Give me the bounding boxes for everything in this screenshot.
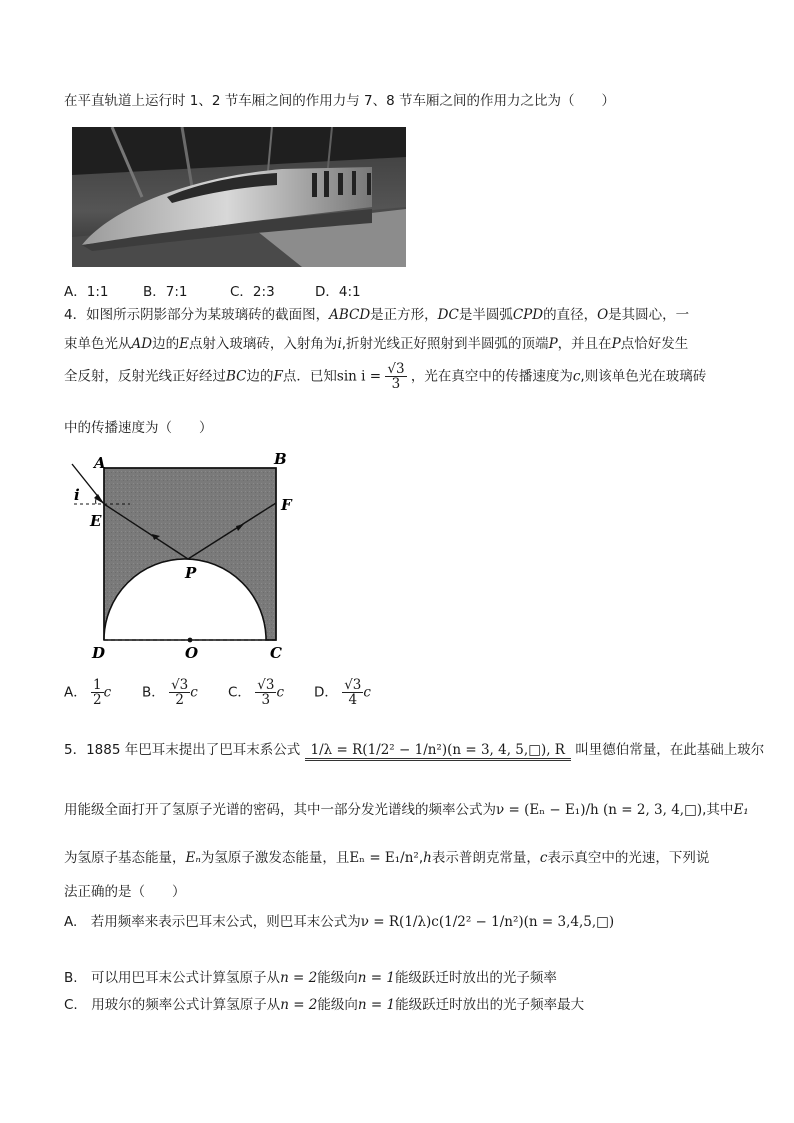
q4-line-1: 4．如图所示阴影部分为某玻璃砖的截面图，ABCD是正方形，DC是半圆弧CPD的直径，O是其圆心，一: [64, 307, 690, 323]
q4-option-a: A． $\frac{1}{2}$ c: [64, 677, 112, 709]
q4-line-3: 全反射，反射光线正好经过BC边的F点．已知sin i = $\frac{√3}{3}$ ，光在真空中的传播速度为c,则该单色光在玻璃砖: [64, 361, 707, 393]
balmer-formula: 1/λ = R(1/2² − 1/n²)(n = 3, 4, 5,□), R: [305, 742, 571, 761]
q5-option-b: B. 可以用巴耳末公式计算氢原子从n = 2能级向n = 1能级跃迁时放出的光子频率: [64, 970, 557, 986]
q3-option-a: A．1:1: [64, 284, 109, 300]
q5-line-4: 法正确的是（ ）: [64, 884, 186, 900]
label-p: P: [185, 564, 197, 582]
label-a: A: [94, 454, 106, 472]
label-f: F: [281, 496, 292, 514]
label-d: D: [92, 644, 106, 662]
option-a-formula: ν = R(1/λ)c(1/2² − 1/n²)(n = 3,4,5,□): [360, 914, 615, 930]
label-b: B: [274, 450, 287, 468]
label-e: E: [90, 512, 102, 530]
bohr-frequency-formula: ν = (Eₙ − E₁)/h (n = 2, 3, 4,□): [496, 802, 703, 818]
q4-line-4: 中的传播速度为（ ）: [64, 420, 213, 436]
label-o: O: [185, 644, 199, 662]
q3-option-d: D．4:1: [315, 284, 361, 300]
q5-line-2: 用能级全面打开了氢原子光谱的密码，其中一部分发光谱线的频率公式为ν = (Eₙ − E₁)/h (n = 2, 3, 4,□),其中E₁: [64, 802, 749, 818]
q4-line-2: 束单色光从AD边的E点射入玻璃砖，入射角为i,折射光线正好照射到半圆弧的顶端P，并且在P点恰好发生: [64, 336, 689, 352]
q5-option-a: A. 若用频率来表示巴耳末公式，则巴耳末公式为ν = R(1/λ)c(1/2² − 1/n²)(n = 3,4,5,□): [64, 914, 615, 930]
q4-option-d: D． $\frac{√3}{4}$ c: [314, 677, 371, 709]
q5-option-c: C. 用玻尔的频率公式计算氢原子从n = 2能级向n = 1能级跃迁时放出的光子频率最大: [64, 997, 585, 1013]
train-photo-graphic: [72, 127, 406, 267]
sin-fraction: $\frac{√3}{3}$: [387, 361, 405, 393]
q3-option-c: C．2:3: [230, 284, 275, 300]
train-photo: [72, 127, 406, 267]
q3-option-b: B．7:1: [143, 284, 188, 300]
center-o-dot: [188, 638, 193, 643]
q4-option-b: B． $\frac{√3}{2}$ c: [142, 677, 198, 709]
label-i: i: [74, 486, 80, 504]
q3-question-tail: 在平直轨道上运行时 1、2 节车厢之间的作用力与 7、8 节车厢之间的作用力之比为（ ）: [64, 93, 616, 109]
q4-option-c: C． $\frac{√3}{3}$ c: [228, 677, 284, 709]
glass-brick-figure: [60, 446, 300, 664]
q5-line-1: 5．1885 年巴耳末提出了巴耳末系公式 1/λ = R(1/2² − 1/n²)(n = 3, 4, 5,□), R 叫里德伯常量，在此基础上玻尔: [64, 738, 764, 761]
q5-line-3: 为氢原子基态能量，Eₙ为氢原子激发态能量，且Eₙ = E₁/n²,h表示普朗克常量，c表示真空中的光速，下列说: [64, 850, 710, 866]
energy-level-formula: Eₙ = E₁/n²: [349, 850, 419, 866]
label-c: C: [270, 644, 282, 662]
